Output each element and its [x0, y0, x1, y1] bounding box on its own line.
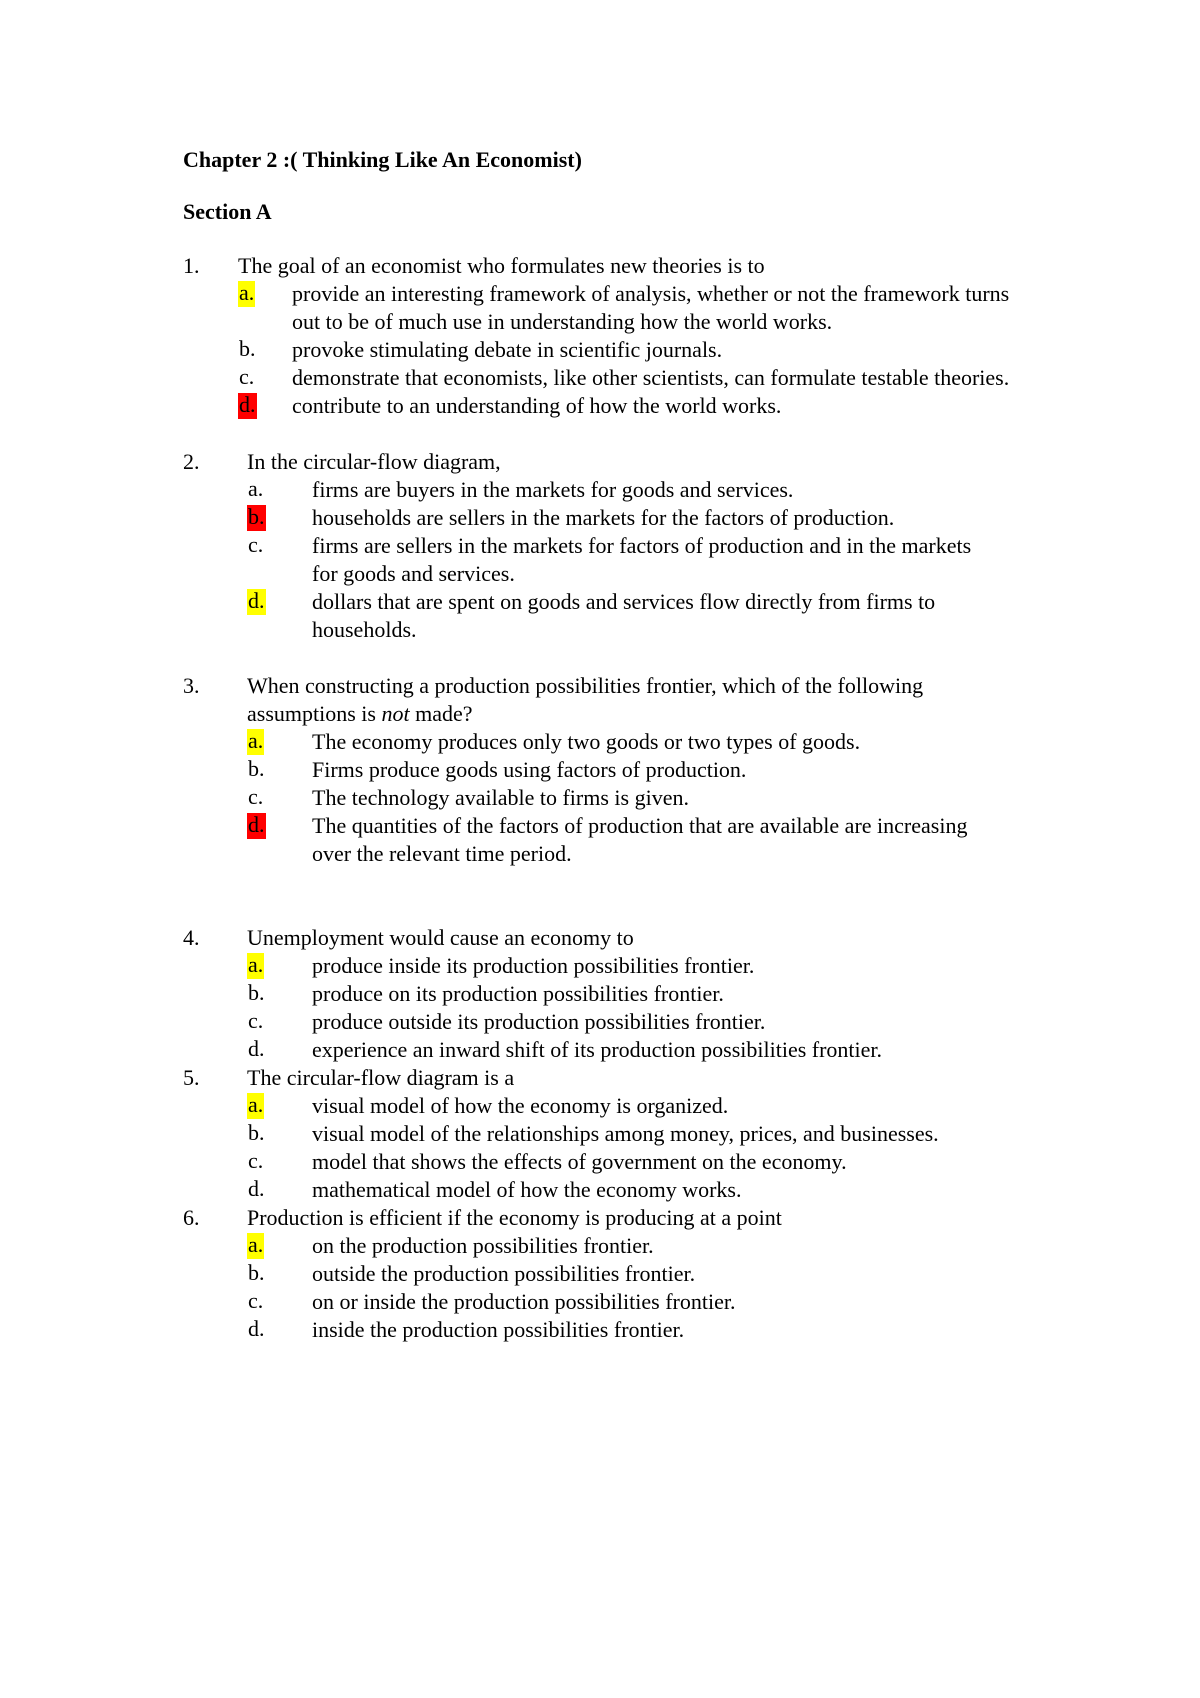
option-letter: c.: [248, 784, 264, 809]
option-text: produce outside its production possibilities frontier.: [312, 1009, 766, 1034]
option-text: visual model of how the economy is organized.: [312, 1093, 729, 1118]
option-letter: c.: [248, 532, 264, 557]
option-text: households are sellers in the markets for the factors of production.: [312, 505, 895, 530]
question-text: In the circular-flow diagram,: [247, 449, 501, 474]
option-letter: b.: [248, 756, 265, 781]
question-text-continued: assumptions is not made?: [247, 701, 473, 726]
option-letter: c.: [248, 1288, 264, 1313]
option-text: The quantities of the factors of production that are available are increasing: [312, 813, 968, 838]
option-text: The technology available to firms is given.: [312, 785, 689, 810]
option-text: model that shows the effects of government on the economy.: [312, 1149, 847, 1174]
option-text: firms are buyers in the markets for goods and services.: [312, 477, 794, 502]
question-text: Production is efficient if the economy is producing at a point: [247, 1205, 782, 1230]
option-text: dollars that are spent on goods and services flow directly from firms to: [312, 589, 936, 614]
option-letter: a.: [239, 280, 255, 305]
option-letter: c.: [248, 1148, 264, 1173]
option-letter: a.: [248, 728, 264, 753]
option-text: on or inside the production possibilities frontier.: [312, 1289, 736, 1314]
question-text: The circular-flow diagram is a: [247, 1065, 515, 1090]
option-letter: a.: [248, 476, 264, 501]
option-text: provide an interesting framework of analysis, whether or not the framework turns: [292, 281, 1010, 306]
option-letter: d.: [248, 1036, 265, 1061]
option-letter: b.: [239, 336, 256, 361]
option-text-continued: out to be of much use in understanding how the world works.: [292, 309, 833, 334]
question-number: 4.: [183, 925, 200, 950]
option-letter: b.: [248, 504, 265, 529]
question-number: 6.: [183, 1205, 200, 1230]
option-text: produce on its production possibilities frontier.: [312, 981, 724, 1006]
question-number: 3.: [183, 673, 200, 698]
option-letter: b.: [248, 1260, 265, 1285]
option-text-continued: households.: [312, 617, 417, 642]
emphasis-not: not: [381, 701, 410, 726]
chapter-title: Chapter 2 :( Thinking Like An Economist): [183, 147, 582, 172]
option-text-continued: over the relevant time period.: [312, 841, 572, 866]
option-text: outside the production possibilities frontier.: [312, 1261, 696, 1286]
option-text: firms are sellers in the markets for factors of production and in the markets: [312, 533, 972, 558]
option-text: produce inside its production possibilities frontier.: [312, 953, 755, 978]
option-text: on the production possibilities frontier.: [312, 1233, 654, 1258]
option-text: inside the production possibilities frontier.: [312, 1317, 685, 1342]
question-text: Unemployment would cause an economy to: [247, 925, 634, 950]
option-letter: a.: [248, 952, 264, 977]
option-text-continued: for goods and services.: [312, 561, 515, 586]
option-letter: d.: [248, 588, 265, 613]
question-text: When constructing a production possibilities frontier, which of the following: [247, 673, 924, 698]
option-letter: a.: [248, 1232, 264, 1257]
question-number: 2.: [183, 449, 200, 474]
option-letter: d.: [248, 1176, 265, 1201]
section-heading: Section A: [183, 199, 272, 224]
option-text: mathematical model of how the economy works.: [312, 1177, 742, 1202]
option-text: provoke stimulating debate in scientific journals.: [292, 337, 723, 362]
question-text: The goal of an economist who formulates new theories is to: [238, 253, 765, 278]
option-letter: d.: [248, 812, 265, 837]
option-letter: c.: [239, 364, 255, 389]
option-letter: b.: [248, 980, 265, 1005]
option-text: contribute to an understanding of how the world works.: [292, 393, 782, 418]
question-number: 1.: [183, 253, 200, 278]
option-text: experience an inward shift of its production possibilities frontier.: [312, 1037, 883, 1062]
option-letter: b.: [248, 1120, 265, 1145]
option-text: The economy produces only two goods or two types of goods.: [312, 729, 861, 754]
option-text: Firms produce goods using factors of production.: [312, 757, 747, 782]
option-text: demonstrate that economists, like other scientists, can formulate testable theories.: [292, 365, 1010, 390]
option-letter: c.: [248, 1008, 264, 1033]
option-letter: d.: [248, 1316, 265, 1341]
option-letter: d.: [239, 392, 256, 417]
option-text: visual model of the relationships among money, prices, and businesses.: [312, 1121, 939, 1146]
question-number: 5.: [183, 1065, 200, 1090]
option-letter: a.: [248, 1092, 264, 1117]
